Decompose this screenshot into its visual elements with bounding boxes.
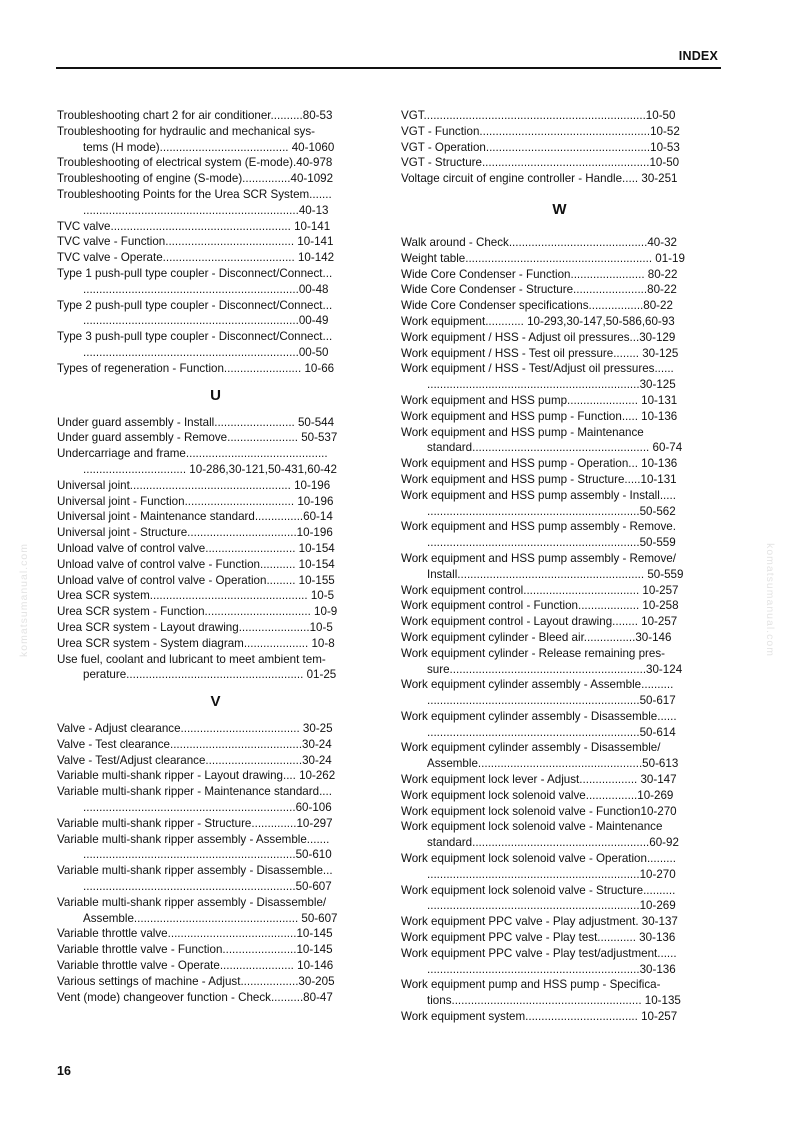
- index-entry: Vent (mode) changeover function - Check..........80-47: [57, 990, 333, 1004]
- index-entry: standard.......................................................60-92: [427, 836, 679, 850]
- index-entry: Valve - Test clearance.........................................30-24: [57, 737, 332, 751]
- index-entry: sure.............................................................30-124: [427, 662, 683, 676]
- index-entry: Walk around - Check...........................................40-32: [401, 235, 677, 249]
- index-entry: Under guard assembly - Remove...................... 50-537: [57, 431, 338, 445]
- index-entry: ..................................................................50-610: [83, 848, 332, 862]
- index-entry: Urea SCR system................................................. 10-5: [57, 589, 335, 603]
- index-entry: Troubleshooting of engine (S-mode)...............40-1092: [57, 172, 334, 186]
- index-entry: Install.......................................................... 50-559: [427, 567, 684, 581]
- index-entry: VGT - Operation...................................................10-53: [401, 140, 680, 154]
- index-entry: Wide Core Condenser specifications.................80-22: [401, 299, 673, 313]
- index-entry: Type 3 push-pull type coupler - Disconnect/Connect...: [57, 330, 333, 344]
- index-entry: Universal joint - Maintenance standard...............60-14: [57, 510, 333, 524]
- index-entry: Work equipment control.................................... 10-257: [401, 583, 679, 597]
- index-entry: Work equipment / HSS - Adjust oil pressures...30-129: [401, 330, 676, 344]
- index-entry: Work equipment............ 10-293,30-147,50-586,60-93: [401, 314, 675, 328]
- index-entry: Work equipment and HSS pump - Function..... 10-136: [401, 409, 678, 423]
- watermark-right: komatsumanual.com: [764, 543, 776, 657]
- index-entry: Variable multi-shank ripper - Structure..............10-297: [57, 816, 333, 830]
- index-entry: Work equipment lock lever - Adjust.................. 30-147: [401, 773, 677, 787]
- index-entry: Work equipment pump and HSS pump - Specifica-: [401, 978, 661, 992]
- index-entry: Unload valve of control valve - Function........... 10-154: [57, 557, 335, 571]
- index-entry: Work equipment and HSS pump assembly - Remove/: [401, 551, 676, 565]
- section-heading-u: U: [210, 386, 221, 404]
- index-entry: Unload valve of control valve............................ 10-154: [57, 541, 335, 555]
- index-entry: ...................................................................00-48: [83, 282, 329, 296]
- index-entry: Troubleshooting for hydraulic and mechanical sys-: [57, 124, 315, 138]
- index-entry: Work equipment and HSS pump...................... 10-131: [401, 393, 678, 407]
- index-entry: Valve - Test/Adjust clearance..............................30-24: [57, 753, 332, 767]
- entry-group-w: [401, 235, 718, 1025]
- index-entry: VGT - Structure....................................................10-50: [401, 156, 680, 170]
- index-entry: Variable throttle valve........................................10-145: [57, 927, 333, 941]
- entry-group-v: [57, 721, 374, 1005]
- index-entry: Work equipment and HSS pump - Structure.....10-131: [401, 472, 677, 486]
- index-entry: Work equipment and HSS pump assembly - Remove.: [401, 520, 676, 534]
- page-number: 16: [57, 1064, 71, 1078]
- index-entry: Assemble...................................................50-613: [427, 757, 679, 771]
- index-entry: Work equipment control - Layout drawing........ 10-257: [401, 615, 678, 629]
- index-entry: VGT.....................................................................10-50: [401, 109, 676, 122]
- index-entry: tions........................................................... 10-135: [427, 994, 681, 1008]
- index-entry: Work equipment PPC valve - Play test............ 30-136: [401, 931, 676, 945]
- index-entry: Troubleshooting chart 2 for air conditioner..........80-53: [57, 109, 333, 122]
- index-entry: Variable multi-shank ripper assembly - Disassemble...: [57, 864, 333, 878]
- index-entry: Work equipment PPC valve - Play adjustment. 30-137: [401, 915, 678, 929]
- index-entry: Assemble................................................... 50-607: [83, 911, 338, 925]
- index-entry: Use fuel, coolant and lubricant to meet ambient tem-: [57, 652, 326, 666]
- index-entry: Work equipment lock solenoid valve - Maintenance: [401, 820, 663, 834]
- index-entry: Work equipment and HSS pump - Maintenance: [401, 425, 644, 439]
- index-entry: Undercarriage and frame............................................: [57, 447, 328, 461]
- index-entry: Troubleshooting of electrical system (E-mode).40-978: [57, 156, 333, 170]
- index-entry: Work equipment cylinder assembly - Disassemble......: [401, 709, 677, 723]
- index-entry: Work equipment cylinder - Bleed air................30-146: [401, 630, 672, 644]
- entry-group-v-cont: [401, 108, 718, 187]
- index-entry: Urea SCR system - System diagram.................... 10-8: [57, 636, 335, 650]
- index-entry: Type 1 push-pull type coupler - Disconnect/Connect...: [57, 266, 333, 280]
- index-entry: Work equipment lock solenoid valve................10-269: [401, 788, 674, 802]
- index-entry: Work equipment PPC valve - Play test/adjustment......: [401, 946, 677, 960]
- index-entry: Voltage circuit of engine controller - Handle..... 30-251: [401, 172, 678, 186]
- index-entry: Variable multi-shank ripper - Layout drawing.... 10-262: [57, 769, 336, 783]
- index-entry: Urea SCR system - Function................................. 10-9: [57, 605, 338, 619]
- index-entry: Work equipment and HSS pump - Operation... 10-136: [401, 457, 678, 471]
- index-entry: Troubleshooting Points for the Urea SCR System.......: [57, 187, 332, 201]
- index-entry: ..................................................................50-617: [427, 694, 676, 708]
- index-entry: Variable throttle valve - Function.......................10-145: [57, 943, 333, 957]
- index-column-left: [57, 108, 374, 1005]
- index-entry: Universal joint - Function.................................. 10-196: [57, 494, 334, 508]
- index-entry: Wide Core Condenser - Structure.......................80-22: [401, 283, 677, 297]
- index-entry: Variable multi-shank ripper assembly - Disassemble/: [57, 895, 327, 909]
- index-entry: ...................................................................00-49: [83, 314, 329, 328]
- index-entry: Urea SCR system - Layout drawing......................10-5: [57, 620, 333, 634]
- index-entry: Under guard assembly - Install......................... 50-544: [57, 415, 335, 429]
- index-entry: TVC valve - Operate......................................... 10-142: [57, 251, 335, 265]
- header-rule: [56, 67, 721, 69]
- index-entry: Variable throttle valve - Operate....................... 10-146: [57, 959, 334, 973]
- index-entry: ................................ 10-286,30-121,50-431,60-42: [83, 462, 337, 476]
- index-entry: Work equipment lock solenoid valve - Function10-270: [401, 804, 677, 818]
- index-entry: ..................................................................30-125: [427, 378, 676, 392]
- watermark-left: komatsumanual.com: [18, 543, 30, 657]
- index-entry: Work equipment cylinder - Release remaining pres-: [401, 646, 665, 660]
- index-entry: ...................................................................00-50: [83, 345, 329, 359]
- index-entry: Weight table.......................................................... 01-19: [401, 251, 685, 265]
- index-entry: Work equipment cylinder assembly - Disassemble/: [401, 741, 661, 755]
- index-entry: Work equipment lock solenoid valve - Operation.........: [401, 852, 676, 866]
- index-entry: ..................................................................10-270: [427, 867, 676, 881]
- index-entry: ..................................................................50-614: [427, 725, 676, 739]
- index-entry: TVC valve - Function........................................ 10-141: [57, 235, 334, 249]
- header-title: INDEX: [678, 49, 718, 63]
- index-entry: Work equipment and HSS pump assembly - Install.....: [401, 488, 676, 502]
- index-entry: Type 2 push-pull type coupler - Disconnect/Connect...: [57, 298, 333, 312]
- index-entry: Unload valve of control valve - Operation......... 10-155: [57, 573, 335, 587]
- section-heading-w: W: [552, 200, 567, 218]
- index-entry: ...................................................................40-13: [83, 203, 329, 217]
- index-entry: Universal joint.................................................. 10-196: [57, 478, 331, 492]
- index-entry: ..................................................................60-106: [83, 801, 332, 815]
- index-entry: Work equipment system................................... 10-257: [401, 1010, 678, 1024]
- index-entry: Work equipment lock solenoid valve - Structure..........: [401, 883, 676, 897]
- section-heading-v: V: [210, 693, 221, 711]
- index-entry: ..................................................................50-559: [427, 536, 676, 550]
- index-entry: Wide Core Condenser - Function....................... 80-22: [401, 267, 678, 281]
- index-entry: Universal joint - Structure..................................10-196: [57, 526, 333, 540]
- index-entry: Work equipment / HSS - Test/Adjust oil pressures......: [401, 362, 674, 376]
- index-entry: Variable multi-shank ripper assembly - Assemble.......: [57, 832, 330, 846]
- index-entry: standard....................................................... 60-74: [427, 441, 683, 455]
- index-entry: Types of regeneration - Function........................ 10-66: [57, 361, 335, 375]
- entry-group-u: [57, 415, 374, 684]
- index-entry: Various settings of machine - Adjust..................30-205: [57, 974, 335, 988]
- index-entry: VGT - Function.....................................................10-52: [401, 124, 680, 138]
- index-entry: ..................................................................10-269: [427, 899, 676, 913]
- index-entry: Valve - Adjust clearance..................................... 30-25: [57, 722, 333, 736]
- index-entry: Variable multi-shank ripper - Maintenance standard....: [57, 785, 332, 799]
- index-entry: Work equipment control - Function................... 10-258: [401, 599, 679, 613]
- index-entry: ..................................................................30-136: [427, 962, 676, 976]
- index-entry: perature....................................................... 01-25: [83, 668, 337, 682]
- index-entry: Work equipment / HSS - Test oil pressure........ 30-125: [401, 346, 679, 360]
- index-entry: tems (H mode)........................................ 40-1060: [83, 140, 335, 154]
- entry-group-t: [57, 108, 374, 377]
- index-column-right: [401, 108, 718, 1025]
- index-entry: Work equipment cylinder assembly - Assemble..........: [401, 678, 674, 692]
- index-entry: ..................................................................50-562: [427, 504, 676, 518]
- index-entry: TVC valve........................................................ 10-141: [57, 219, 331, 233]
- index-entry: ..................................................................50-607: [83, 880, 332, 894]
